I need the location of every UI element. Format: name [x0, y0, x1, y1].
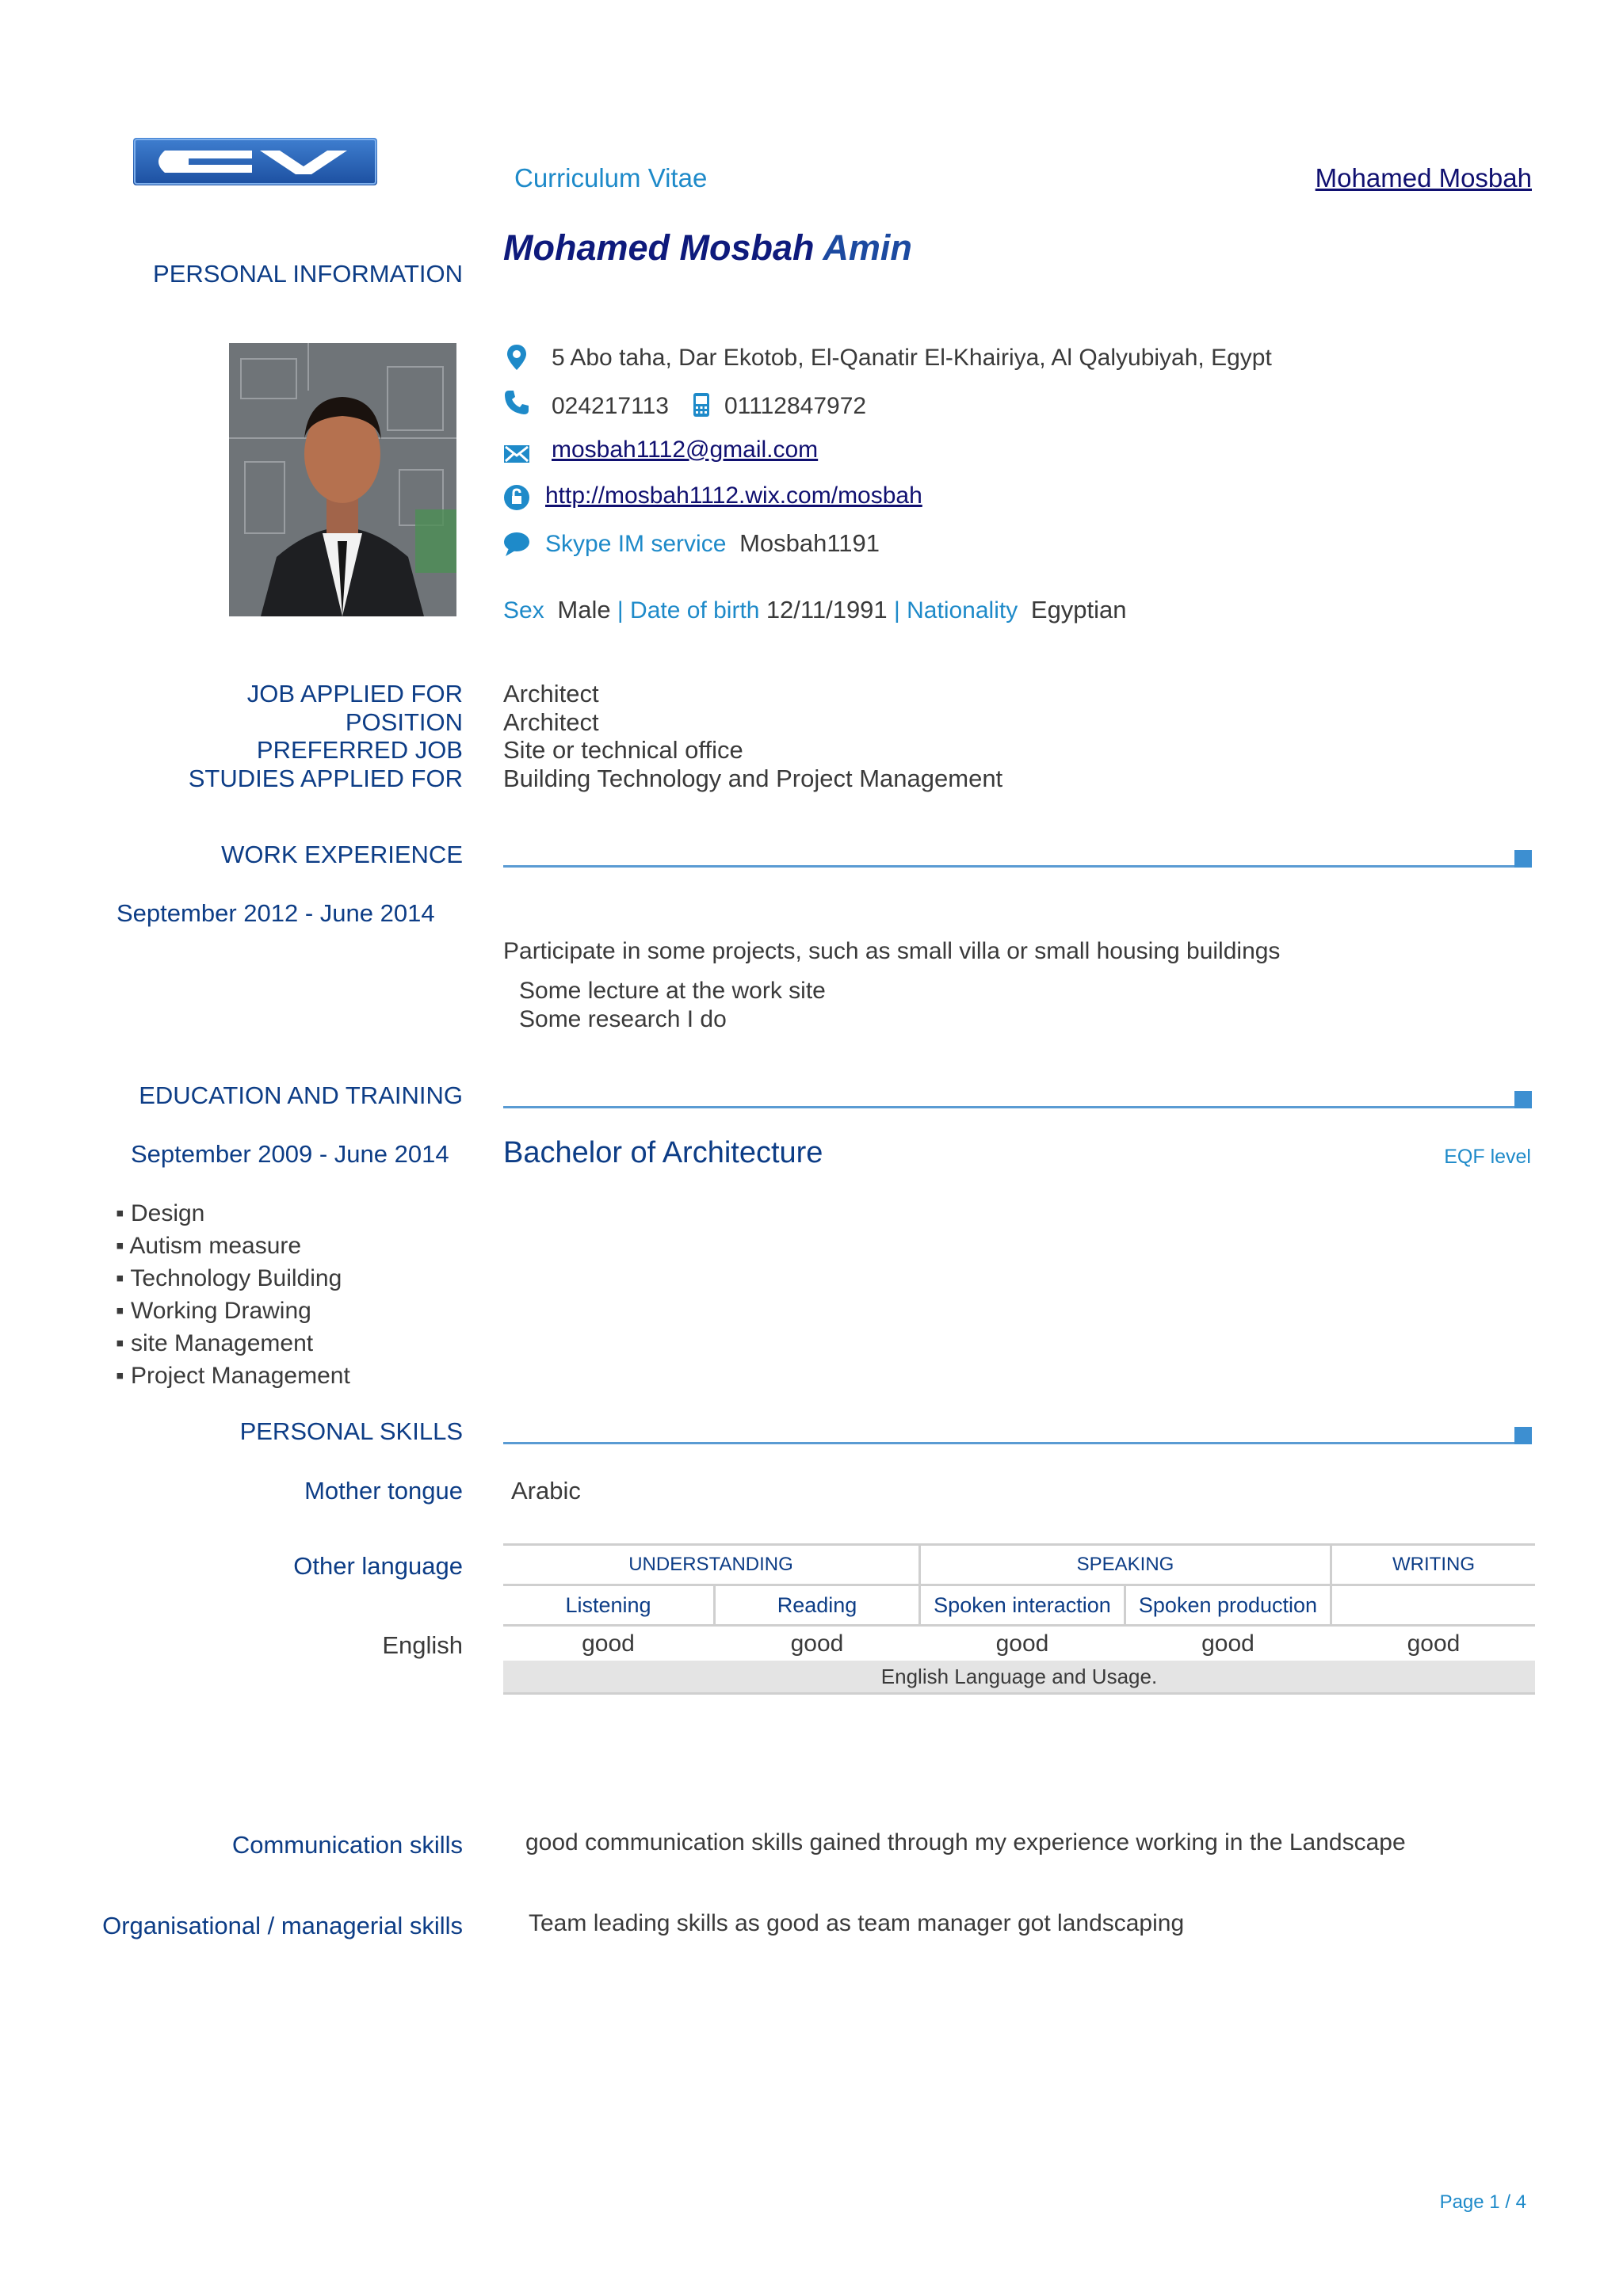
subject-item: ▪ Project Management [116, 1363, 350, 1389]
table-note-row [503, 1661, 1535, 1695]
phone-number: 024217113 [552, 393, 669, 419]
skills-divider-marker [1514, 1427, 1532, 1444]
website-link[interactable]: http://mosbah1112.wix.com/mosbah [545, 482, 922, 509]
name-last: Amin [823, 227, 912, 268]
demographics-row [503, 596, 1127, 624]
subject-item: ▪ Design [116, 1200, 205, 1226]
table-sub-spoken-interaction: Spoken interaction [934, 1593, 1111, 1617]
other-language-label: Other language [293, 1552, 463, 1580]
education-divider-marker [1514, 1091, 1532, 1108]
profile-photo-graphic [229, 343, 456, 616]
dob-label: | Date of birth [617, 597, 760, 624]
table-note: English Language and Usage. [880, 1665, 1158, 1688]
subject-item: ▪ Autism measure [116, 1233, 302, 1259]
education-divider [503, 1106, 1530, 1108]
nationality-label: | Nationality [894, 597, 1018, 624]
work-description: Participate in some projects, such as small villa or small housing buildings [503, 938, 1281, 964]
organisational-value: Team leading skills as good as team manager got landscaping [529, 1910, 1185, 1936]
table-head-writing: WRITING [1392, 1554, 1475, 1575]
skills-divider [503, 1442, 1530, 1444]
page-number: 1 / 4 [1489, 2191, 1526, 2213]
page-indicator [1440, 2191, 1526, 2214]
section-education: EDUCATION AND TRAINING [139, 1081, 463, 1109]
table-sub-spoken-production: Spoken production [1138, 1593, 1318, 1617]
mother-tongue-value: Arabic [511, 1477, 581, 1505]
page-label: Page [1439, 2191, 1484, 2213]
section-work-experience: WORK EXPERIENCE [221, 841, 463, 868]
sex-label: Sex [503, 597, 544, 624]
full-name [503, 227, 912, 269]
level-spoken-production: good [1201, 1630, 1254, 1657]
job-label-0: JOB APPLIED FOR [246, 680, 463, 707]
cv-logo-graphic [133, 138, 377, 185]
work-note-1: Some research I do [519, 1006, 727, 1032]
im-value: Mosbah1191 [739, 529, 880, 557]
table-head-speaking: SPEAKING [1076, 1554, 1174, 1575]
job-label-2: PREFERRED JOB [256, 736, 463, 764]
im-label: Skype IM service [545, 531, 727, 557]
doc-title: Curriculum Vitae [514, 163, 708, 193]
job-label-3: STUDIES APPLIED FOR [188, 765, 463, 792]
mobile-number: 01112847972 [724, 393, 867, 419]
level-reading: good [790, 1630, 844, 1657]
work-period: September 2012 - June 2014 [116, 899, 435, 927]
table-sub-reading: Reading [777, 1593, 857, 1617]
job-label-1: POSITION [345, 708, 463, 736]
profile-photo [229, 343, 456, 616]
section-personal-information: PERSONAL INFORMATION [153, 260, 463, 288]
table-sub-listening: Listening [565, 1593, 651, 1617]
subject-item: ▪ site Management [116, 1330, 314, 1356]
level-writing: good [1407, 1630, 1461, 1657]
chat-bubble-icon [502, 529, 531, 558]
degree-title: Bachelor of Architecture [503, 1136, 823, 1169]
doc-owner[interactable]: Mohamed Mosbah [1315, 163, 1532, 193]
organisational-label: Organisational / managerial skills [102, 1912, 463, 1939]
language-table [503, 1543, 1535, 1697]
dob-value: 12/11/1991 [766, 596, 888, 624]
work-divider-marker [1514, 850, 1532, 868]
im-row [545, 529, 880, 558]
section-personal-skills: PERSONAL SKILLS [239, 1417, 463, 1445]
job-value-3: Building Technology and Project Management [503, 765, 1003, 792]
email-link[interactable]: mosbah1112@gmail.com [552, 437, 819, 463]
table-head-understanding: UNDERSTANDING [628, 1554, 793, 1575]
language-name: English [382, 1631, 463, 1659]
subject-item: ▪ Technology Building [116, 1265, 342, 1291]
communication-value: good communication skills gained through my experience working in the Landscape [525, 1829, 1406, 1855]
sex-value: Male [557, 596, 611, 624]
level-spoken-interaction: good [995, 1630, 1049, 1657]
communication-label: Communication skills [231, 1831, 463, 1859]
cv-logo [133, 138, 377, 185]
job-value-2: Site or technical office [503, 736, 743, 764]
nationality-value: Egyptian [1030, 596, 1127, 624]
level-listening: good [582, 1630, 635, 1657]
education-period: September 2009 - June 2014 [131, 1140, 449, 1168]
phone-icon [502, 388, 531, 417]
email-icon [502, 439, 531, 467]
eqf-level: EQF level [1444, 1146, 1531, 1168]
name-first: Mohamed Mosbah [503, 227, 815, 268]
address: 5 Abo taha, Dar Ekotob, El-Qanatir El-Khairiya, Al Qalyubiyah, Egypt [552, 345, 1272, 371]
work-note-0: Some lecture at the work site [519, 978, 826, 1004]
website-icon [502, 483, 531, 512]
mobile-icon [692, 392, 711, 418]
subject-item: ▪ Working Drawing [116, 1298, 311, 1324]
mother-tongue-label: Mother tongue [304, 1477, 463, 1505]
job-value-1: Architect [503, 708, 599, 736]
work-divider [503, 865, 1530, 868]
location-icon [502, 343, 531, 372]
job-value-0: Architect [503, 680, 599, 707]
